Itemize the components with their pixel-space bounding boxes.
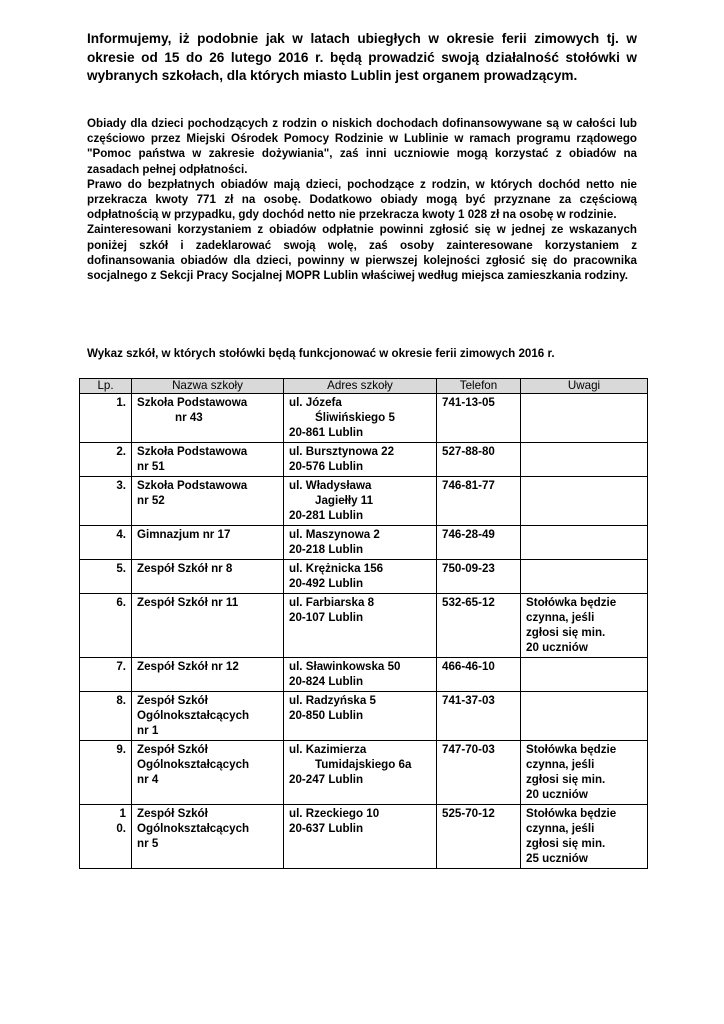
cell-line: 527-88-80 (442, 445, 495, 458)
cell-line: Szkoła Podstawowa (137, 396, 248, 409)
cell-school-address (284, 692, 437, 741)
cell-school-name (132, 560, 284, 594)
cell-line: czynna, jeśli (526, 822, 595, 835)
table-row (80, 526, 648, 560)
cell-line: 746-81-77 (442, 479, 495, 492)
cell-line: 741-37-03 (442, 694, 495, 707)
cell-notes (521, 594, 648, 658)
information-text (87, 116, 637, 283)
cell-line: ul. Krężnicka 156 (289, 562, 384, 575)
cell-line: 20-218 Lublin (289, 543, 364, 556)
cell-line: ul. Władysława (289, 479, 372, 492)
cell-line: czynna, jeśli (526, 611, 595, 624)
cell-notes (521, 805, 648, 869)
cell-line: ul. Józefa (289, 396, 342, 409)
cell-line: Stołówka będzie (526, 596, 617, 609)
cell-line: ul. Bursztynowa 22 (289, 445, 395, 458)
cell-school-name (132, 443, 284, 477)
cell-phone (437, 443, 521, 477)
cell-line: zgłosi się min. (526, 773, 606, 786)
header-notes: Uwagi (521, 379, 648, 394)
cell-line: ul. Kazimierza (289, 743, 367, 756)
cell-school-address (284, 526, 437, 560)
cell-line: 25 uczniów (526, 852, 588, 865)
cell-line: ul. Farbiarska 8 (289, 596, 375, 609)
cell-notes (521, 658, 648, 692)
cell-school-address (284, 594, 437, 658)
cell-line: nr 1 (137, 724, 159, 737)
cell-school-address (284, 443, 437, 477)
table-header-row (80, 379, 648, 394)
cell-line: 20-107 Lublin (289, 611, 364, 624)
header-school-name: Nazwa szkoły (132, 379, 284, 394)
table-row (80, 594, 648, 658)
cell-lp (80, 443, 132, 477)
cell-line: ul. Sławinkowska 50 (289, 660, 401, 673)
cell-line: 750-09-23 (442, 562, 495, 575)
cell-line: Ogólnokształcących (137, 822, 250, 835)
cell-line: nr 5 (137, 837, 159, 850)
cell-line: nr 43 (175, 411, 203, 424)
paragraph-registration: Zainteresowani korzystaniem z obiadów odpłatnie powinni zgłosić się w jednej ze wskazanych poniżej szkół i zadeklarować swoją wolę, zaś osoby zainteresowane korzystaniem z dofinansowania obiadów dla dzieci, powinny w pierwszej kolejności zgłosić się do pracownika socjalnego z Sekcji Pracy Socjalnej MOPR Lublin właściwej według miejsca zamieszkania rodziny. (87, 223, 637, 283)
cell-lp (80, 741, 132, 805)
cell-line: 4. (116, 528, 126, 541)
cell-line: 20-247 Lublin (289, 773, 364, 786)
cell-line: Zespół Szkół nr 12 (137, 660, 239, 673)
cell-phone (437, 658, 521, 692)
cell-school-address (284, 805, 437, 869)
cell-line: 0. (116, 822, 126, 835)
cell-school-name (132, 594, 284, 658)
cell-line: 20 uczniów (526, 788, 588, 801)
cell-line: 20-861 Lublin (289, 426, 364, 439)
cell-line: Zespół Szkół (137, 743, 208, 756)
table-row (80, 692, 648, 741)
cell-line: Zespół Szkół nr 8 (137, 562, 233, 575)
cell-phone (437, 805, 521, 869)
cell-line: Zespół Szkół nr 11 (137, 596, 239, 609)
cell-lp (80, 394, 132, 443)
cell-phone (437, 394, 521, 443)
cell-line: Jagiełły 11 (315, 494, 374, 507)
cell-line: 466-46-10 (442, 660, 495, 673)
cell-line: zgłosi się min. (526, 626, 606, 639)
cell-line: Śliwińskiego 5 (315, 411, 395, 424)
cell-notes (521, 692, 648, 741)
cell-line: ul. Rzeckiego 10 (289, 807, 380, 820)
header-school-address: Adres szkoły (284, 379, 437, 394)
cell-line: ul. Radzyńska 5 (289, 694, 376, 707)
cell-line: 746-28-49 (442, 528, 495, 541)
cell-lp (80, 692, 132, 741)
cell-notes (521, 560, 648, 594)
cell-line: 532-65-12 (442, 596, 495, 609)
cell-line: 20-850 Lublin (289, 709, 364, 722)
cell-line: Tumidajskiego 6a (315, 758, 412, 771)
cell-line: 1. (116, 396, 126, 409)
cell-line: 20 uczniów (526, 641, 588, 654)
cell-school-address (284, 560, 437, 594)
cell-line: ul. Maszynowa 2 (289, 528, 380, 541)
cell-lp (80, 477, 132, 526)
cell-lp (80, 560, 132, 594)
cell-line: Ogólnokształcących (137, 709, 250, 722)
cell-school-name (132, 741, 284, 805)
cell-line: Szkoła Podstawowa (137, 479, 248, 492)
cell-notes (521, 526, 648, 560)
cell-school-address (284, 477, 437, 526)
cell-school-name (132, 658, 284, 692)
cell-school-address (284, 658, 437, 692)
cell-line: Zespół Szkół (137, 807, 208, 820)
cell-line: Stołówka będzie (526, 807, 617, 820)
cell-line: 20-492 Lublin (289, 577, 364, 590)
cell-line: nr 4 (137, 773, 159, 786)
cell-school-address (284, 394, 437, 443)
cell-phone (437, 526, 521, 560)
table-row (80, 560, 648, 594)
cell-line: 20-281 Lublin (289, 509, 364, 522)
cell-line: Stołówka będzie (526, 743, 617, 756)
table-row (80, 805, 648, 869)
table-row (80, 394, 648, 443)
cell-phone (437, 594, 521, 658)
cell-line: 741-13-05 (442, 396, 495, 409)
table-row (80, 658, 648, 692)
cell-line: 20-824 Lublin (289, 675, 364, 688)
table-row (80, 477, 648, 526)
paragraph-funding: Obiady dla dzieci pochodzących z rodzin o niskich dochodach dofinansowywane są w całości lub częściowo przez Miejski Ośrodek Pomocy Rodzinie w Lublinie w ramach programu rządowego "Pomoc państwa w zakresie dożywiania", zaś inni uczniowie mogą korzystać z obiadów na zasadach pełnej odpłatności. (87, 117, 637, 176)
cell-line: nr 52 (137, 494, 165, 507)
cell-line: 5. (116, 562, 126, 575)
cell-school-name (132, 394, 284, 443)
cell-school-name (132, 805, 284, 869)
cell-school-name (132, 526, 284, 560)
cell-line: 747-70-03 (442, 743, 495, 756)
cell-line: 525-70-12 (442, 807, 495, 820)
cell-line: 20-637 Lublin (289, 822, 364, 835)
cell-lp (80, 805, 132, 869)
cell-line: nr 51 (137, 460, 165, 473)
cell-notes (521, 394, 648, 443)
table-row (80, 741, 648, 805)
schools-table (79, 378, 648, 869)
paragraph-eligibility: Prawo do bezpłatnych obiadów mają dzieci, pochodzące z rodzin, w których dochód netto nie przekracza kwoty 771 zł na osobę. Dodatkowo obiady mogą być przyznane za częściową odpłatnością w przypadku, gdy dochód netto nie przekracza kwoty 1 028 zł na osobę w rodzinie. (87, 177, 637, 222)
intro-paragraph: Informujemy, iż podobnie jak w latach ubiegłych w okresie ferii zimowych tj. w okresie od 15 do 26 lutego 2016 r. będą prowadzić swoją działalność stołówki w wybranych szkołach, dla których miasto Lublin jest organem prowadzącym. (87, 31, 637, 83)
table-body (80, 394, 648, 869)
cell-line: 7. (116, 660, 126, 673)
cell-line: zgłosi się min. (526, 837, 606, 850)
cell-lp (80, 658, 132, 692)
cell-line: Zespół Szkół (137, 694, 208, 707)
cell-line: 20-576 Lublin (289, 460, 364, 473)
cell-school-name (132, 692, 284, 741)
header-phone: Telefon (437, 379, 521, 394)
cell-phone (437, 692, 521, 741)
cell-line: 1 (119, 807, 126, 820)
cell-line: 2. (116, 445, 126, 458)
cell-line: 8. (116, 694, 126, 707)
header-lp: Lp. (80, 379, 132, 394)
cell-line: 6. (116, 596, 126, 609)
cell-school-name (132, 477, 284, 526)
cell-phone (437, 741, 521, 805)
table-caption: Wykaz szkół, w których stołówki będą funkcjonować w okresie ferii zimowych 2016 r. (87, 347, 555, 360)
cell-line: Szkoła Podstawowa (137, 445, 248, 458)
cell-line: Ogólnokształcących (137, 758, 250, 771)
cell-school-address (284, 741, 437, 805)
cell-line: 3. (116, 479, 126, 492)
cell-lp (80, 594, 132, 658)
table-row (80, 443, 648, 477)
cell-phone (437, 477, 521, 526)
cell-line: czynna, jeśli (526, 758, 595, 771)
cell-notes (521, 741, 648, 805)
cell-notes (521, 477, 648, 526)
cell-line: Gimnazjum nr 17 (137, 528, 231, 541)
cell-notes (521, 443, 648, 477)
cell-lp (80, 526, 132, 560)
cell-line: 9. (116, 743, 126, 756)
cell-phone (437, 560, 521, 594)
